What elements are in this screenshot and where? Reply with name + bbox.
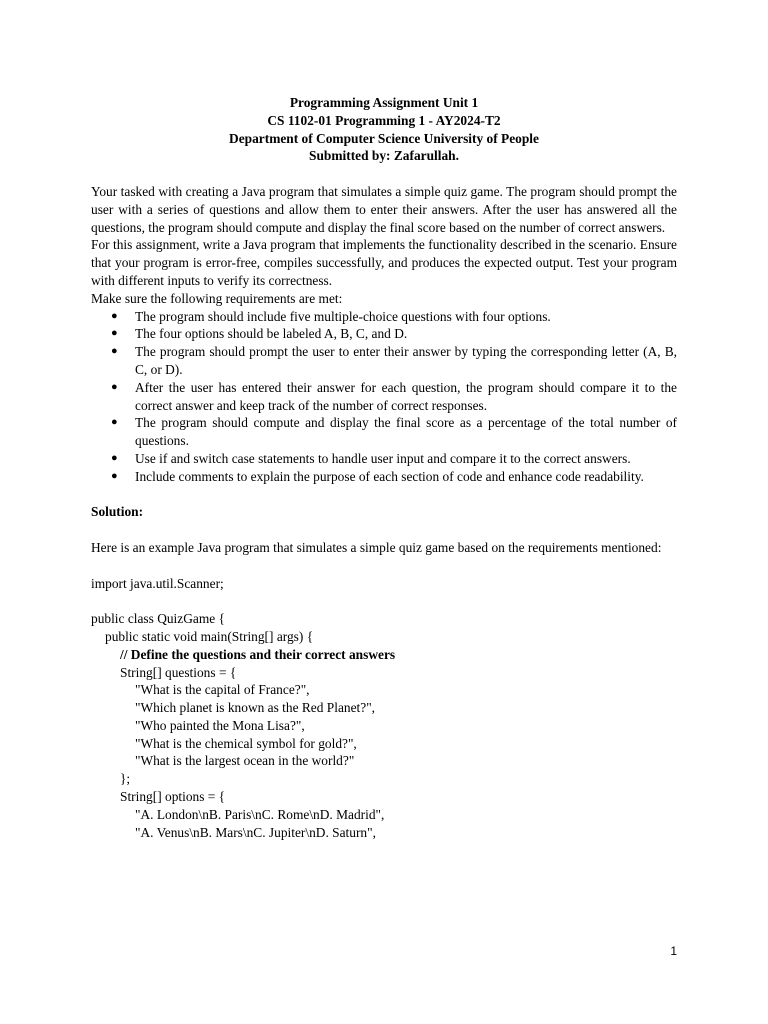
code-line: import java.util.Scanner; bbox=[91, 575, 224, 591]
code-line: "What is the largest ocean in the world?" bbox=[135, 753, 355, 769]
code-line: }; bbox=[120, 771, 131, 787]
bullet-icon: ● bbox=[111, 327, 118, 340]
title-block bbox=[91, 94, 677, 165]
bullet-icon: ● bbox=[111, 416, 118, 429]
code-line: "What is the chemical symbol for gold?", bbox=[135, 735, 357, 751]
intro-paragraph-3: Make sure the following requirements are met: bbox=[91, 290, 343, 306]
code-line: String[] options = { bbox=[120, 789, 226, 805]
bullet-icon: ● bbox=[111, 345, 118, 358]
code-line: "A. London\nB. Paris\nC. Rome\nD. Madrid", bbox=[135, 806, 385, 822]
bullet-icon: ● bbox=[111, 380, 118, 393]
code-listing bbox=[91, 575, 677, 842]
bullet-icon: ● bbox=[111, 451, 118, 464]
solution-intro: Here is an example Java program that simulates a simple quiz game based on the requirements mentioned: bbox=[91, 539, 662, 555]
code-line: String[] questions = { bbox=[120, 664, 237, 680]
code-comment: // Define the questions and their correct answers bbox=[120, 646, 396, 662]
bullet-icon: ● bbox=[111, 469, 118, 482]
list-item: ● The program should include five multiple-choice questions with four options. bbox=[111, 308, 551, 324]
requirements-list bbox=[91, 308, 677, 486]
submitted-by-line: Submitted by: Zafarullah. bbox=[309, 148, 459, 164]
bullet-icon: ● bbox=[111, 309, 118, 322]
code-line: "What is the capital of France?", bbox=[135, 682, 310, 698]
list-item: ● The four options should be labeled A, B, C, and D. bbox=[111, 326, 408, 342]
list-item: ● After the user has entered their answer for each question, the program should compare it to the correct answer and keep track of the number of correct responses. bbox=[111, 379, 677, 413]
list-item: ● Use if and switch case statements to handle user input and compare it to the correct answers. bbox=[111, 450, 631, 466]
code-line: "A. Venus\nB. Mars\nC. Jupiter\nD. Saturn", bbox=[135, 824, 376, 840]
code-line: public class QuizGame { bbox=[91, 611, 225, 627]
list-item: ● The program should compute and display the final score as a percentage of the total number of questions. bbox=[111, 415, 677, 449]
solution-heading: Solution: bbox=[91, 504, 144, 520]
intro-paragraph-2: For this assignment, write a Java program that implements the functionality described in the scenario. Ensure that your program is error-free, compiles successfully, and produces the expected output. Test your program with different inputs to verify its correctness. bbox=[91, 237, 677, 288]
document-page bbox=[91, 94, 677, 841]
list-item: ● The program should prompt the user to enter their answer by typing the corresponding letter (A, B, C, or D). bbox=[111, 344, 677, 377]
code-line: public static void main(String[] args) { bbox=[105, 628, 314, 644]
page-number: 1 bbox=[670, 944, 677, 958]
intro-paragraph-1: Your tasked with creating a Java program that simulates a simple quiz game. The program should prompt the user with a series of questions and allow them to enter their answers. After the user has answered all the questions, the program should compute and display the final score based on the number of correct answers. bbox=[91, 183, 677, 235]
department-line: Department of Computer Science University of People bbox=[229, 130, 539, 146]
course-line: CS 1102-01 Programming 1 - AY2024-T2 bbox=[267, 112, 501, 128]
code-line: "Who painted the Mona Lisa?", bbox=[135, 717, 305, 733]
code-line: "Which planet is known as the Red Planet?", bbox=[135, 700, 376, 716]
assignment-title: Programming Assignment Unit 1 bbox=[289, 95, 479, 110]
list-item: ● Include comments to explain the purpose of each section of code and enhance code readability. bbox=[111, 468, 644, 484]
